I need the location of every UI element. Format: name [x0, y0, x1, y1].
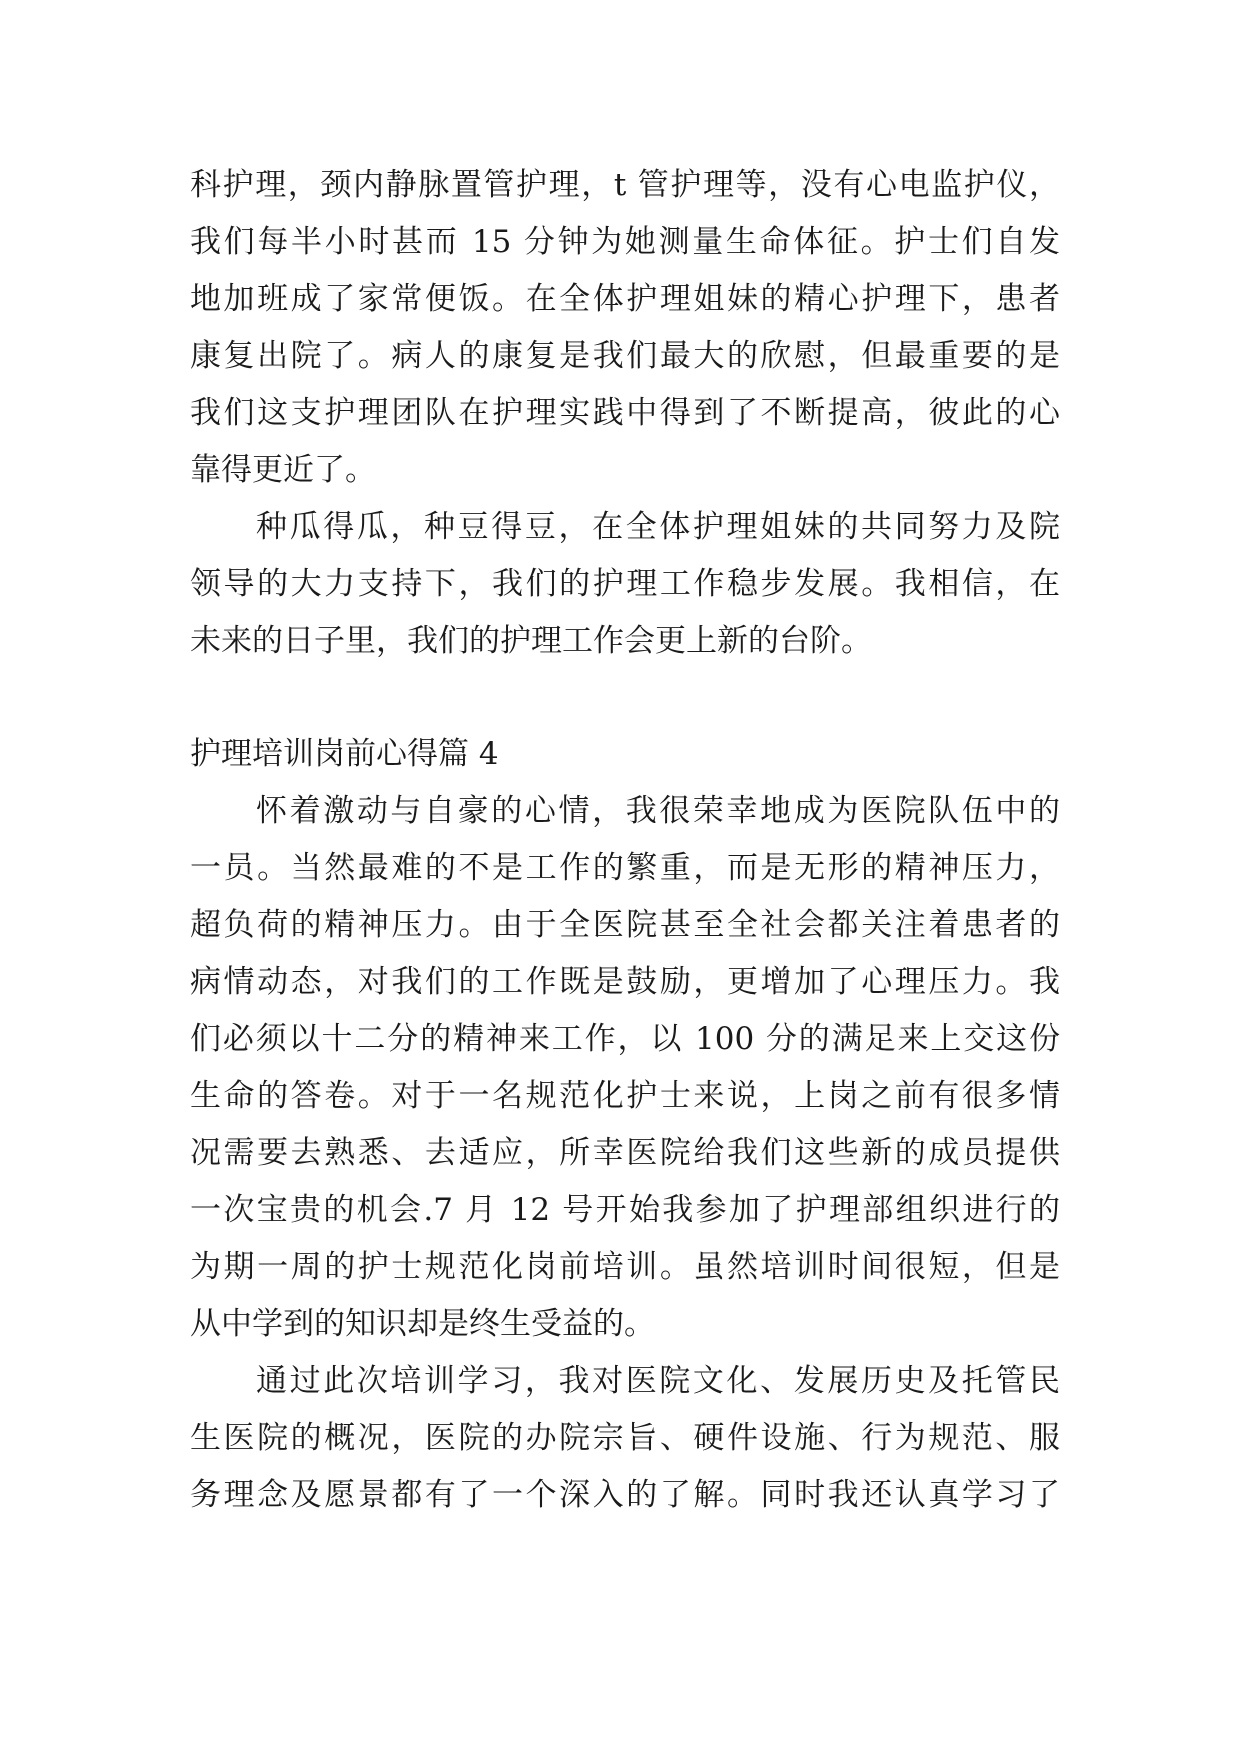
paragraph-line: 生命的答卷。对于一名规范化护士来说，上岗之前有很多情 — [190, 1078, 1060, 1114]
section-heading: 护理培训岗前心得篇 4 — [190, 736, 499, 772]
paragraph-line: 靠得更近了。 — [190, 452, 376, 488]
paragraph-line: 未来的日子里，我们的护理工作会更上新的台阶。 — [190, 623, 872, 659]
paragraph-line: 一员。当然最难的不是工作的繁重，而是无形的精神压力， — [190, 850, 1060, 886]
paragraph-line: 领导的大力支持下，我们的护理工作稳步发展。我相信，在 — [190, 566, 1060, 602]
paragraph-line: 超负荷的精神压力。由于全医院甚至全社会都关注着患者的 — [190, 907, 1060, 943]
paragraph-line: 从中学到的知识却是终生受益的。 — [190, 1306, 655, 1342]
paragraph-line: 为期一周的护士规范化岗前培训。虽然培训时间很短，但是 — [190, 1249, 1060, 1285]
paragraph-line: 生医院的概况，医院的办院宗旨、硬件设施、行为规范、服 — [190, 1420, 1060, 1456]
paragraph-line: 康复出院了。病人的康复是我们最大的欣慰，但最重要的是 — [190, 338, 1060, 374]
paragraph-line: 种瓜得瓜，种豆得豆，在全体护理姐妹的共同努力及院 — [256, 509, 1060, 545]
paragraph-line: 务理念及愿景都有了一个深入的了解。同时我还认真学习了 — [190, 1477, 1060, 1513]
paragraph-line: 我们这支护理团队在护理实践中得到了不断提高，彼此的心 — [190, 395, 1060, 431]
paragraph-line: 怀着激动与自豪的心情，我很荣幸地成为医院队伍中的 — [256, 793, 1060, 829]
paragraph-line: 病情动态，对我们的工作既是鼓励，更增加了心理压力。我 — [190, 964, 1060, 1000]
paragraph-line: 地加班成了家常便饭。在全体护理姐妹的精心护理下，患者 — [190, 281, 1060, 317]
paragraph-line: 我们每半小时甚而 15 分钟为她测量生命体征。护士们自发 — [190, 224, 1060, 260]
paragraph-line: 们必须以十二分的精神来工作，以 100 分的满足来上交这份 — [190, 1021, 1060, 1057]
paragraph-line: 科护理，颈内静脉置管护理，t 管护理等，没有心电监护仪， — [190, 167, 1060, 203]
paragraph-line: 一次宝贵的机会.7 月 12 号开始我参加了护理部组织进行的 — [190, 1192, 1060, 1228]
paragraph-line: 通过此次培训学习，我对医院文化、发展历史及托管民 — [256, 1363, 1060, 1399]
paragraph-line: 况需要去熟悉、去适应，所幸医院给我们这些新的成员提供 — [190, 1135, 1060, 1171]
